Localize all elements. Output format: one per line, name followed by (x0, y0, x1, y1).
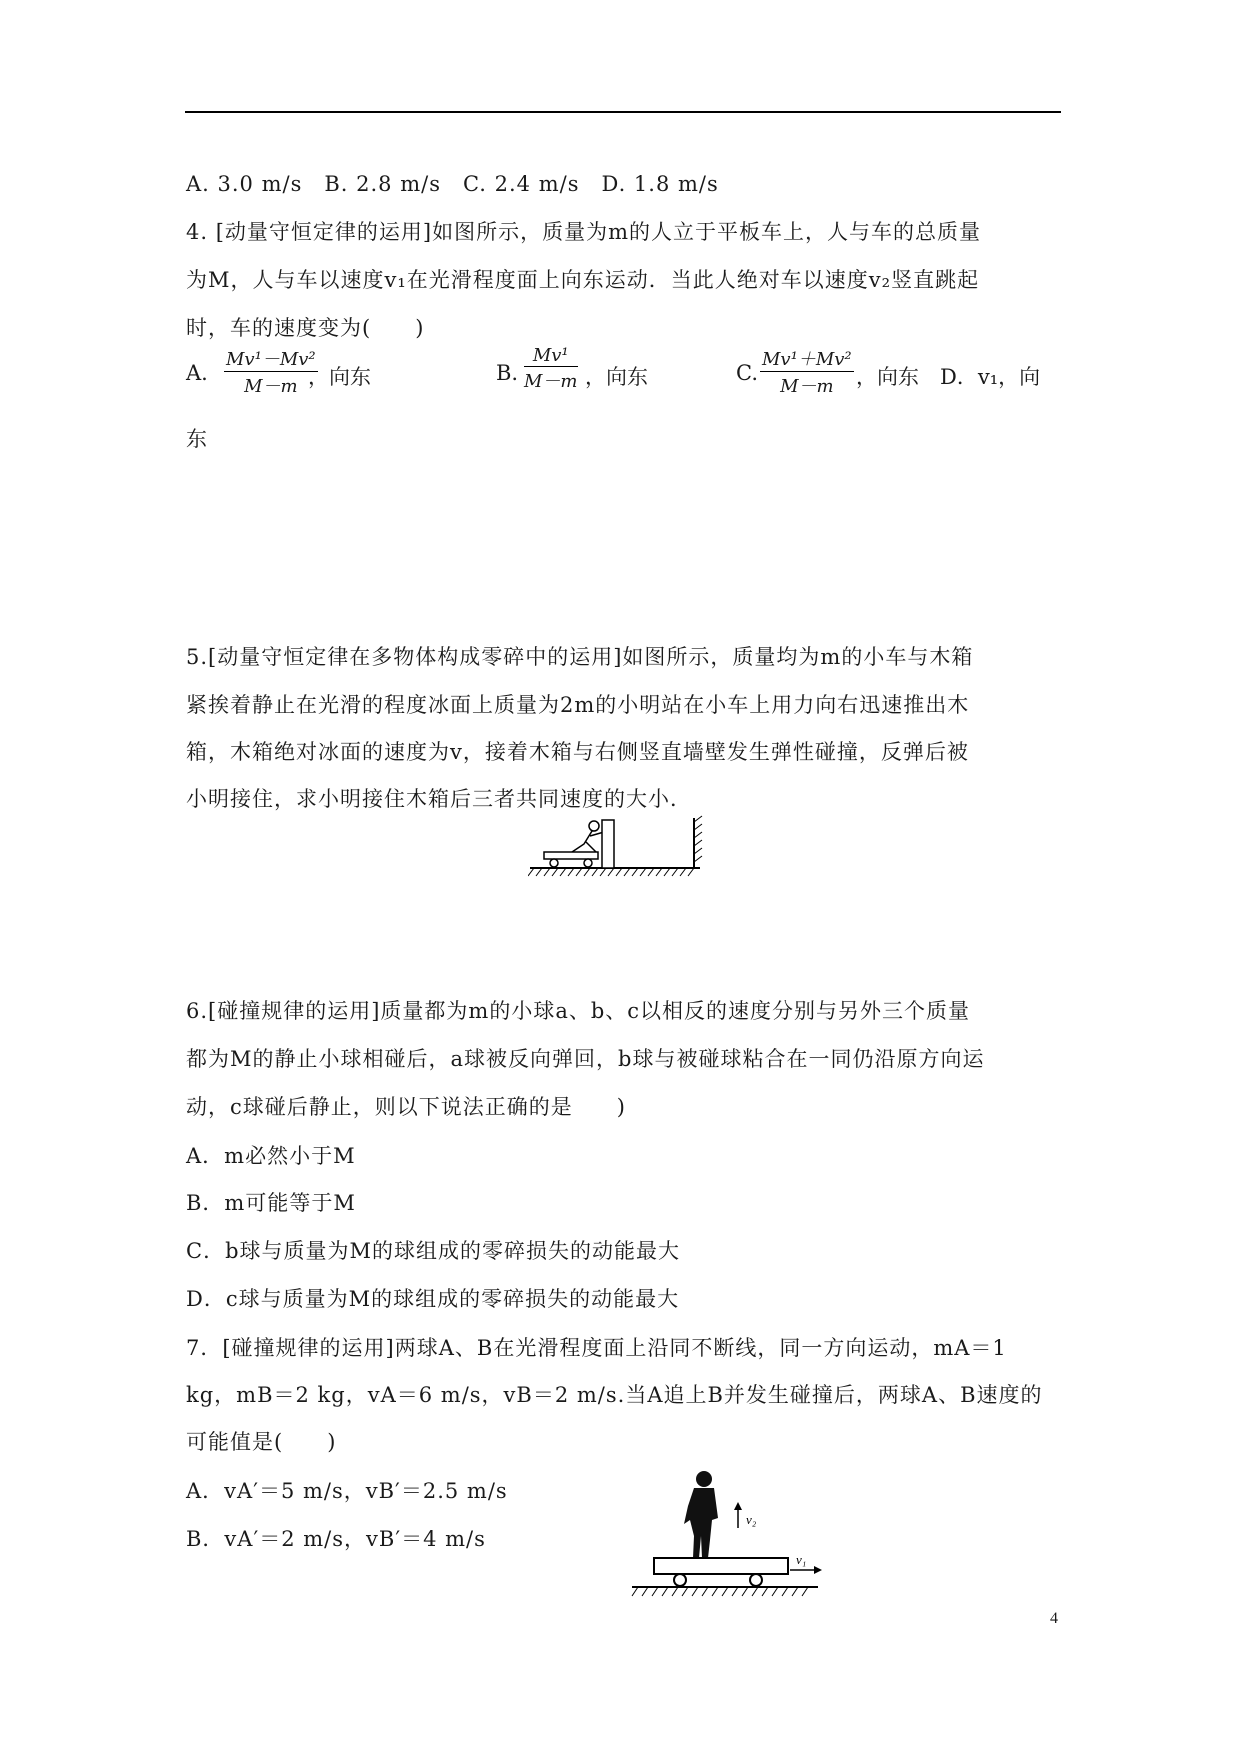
q4-option-a-direction: ，向东 (308, 365, 371, 389)
q6-option-b: B．m可能等于M (186, 1191, 356, 1215)
q4-option-b-direction: ，向东 (585, 365, 648, 389)
q6-line-3: 动，c球碰后静止，则以下说法正确的是 ) (186, 1095, 626, 1119)
q4-option-c-direction: ，向东 (856, 365, 919, 389)
q4-option-b-label: B. (496, 361, 519, 385)
q7-option-b: B．vA′＝2 m/s，vB′＝4 m/s (186, 1527, 486, 1551)
q6-line-1: 6.[碰撞规律的运用]质量都为m的小球a、b、c以相反的速度分别与另外三个质量 (186, 999, 971, 1023)
q4-option-a-label: A. (186, 361, 208, 385)
q4-option-a-fraction (224, 345, 318, 398)
v2-label: v₂ (746, 1512, 757, 1527)
q4-option-b-denominator: M－m (524, 371, 578, 392)
q5-line-2: 紧挨着静止在光滑的程度冰面上质量为2m的小明站在小车上用力向右迅速推出木 (186, 693, 970, 717)
q4-option-b-fraction (524, 345, 578, 393)
q3-options: A. 3.0 m/s B. 2.8 m/s C. 2.4 m/s D. 1.8 m/s (186, 172, 719, 196)
q7-line-2: kg，mB＝2 kg，vA＝6 m/s，vB＝2 m/s.当A追上B并发生碰撞后，两球A、B速度的 (186, 1383, 1043, 1407)
q7-line-3: 可能值是( ) (186, 1430, 337, 1454)
q4-option-a-numerator: Mv¹－Mv² (224, 345, 318, 372)
q4-line-2: 为M，人与车以速度v₁在光滑程度面上向东运动．当此人绝对车以速度v₂竖直跳起 (186, 268, 980, 292)
page-number: 4 (1050, 1610, 1058, 1627)
cart-figure (628, 1466, 824, 1606)
q4-option-c-label: C. (736, 361, 758, 385)
q4-line-3: 时，车的速度变为( ) (186, 316, 425, 340)
q4-option-c-numerator: Mv¹＋Mv² (760, 345, 854, 372)
q6-option-c: C．b球与质量为M的球组成的零碎损失的动能最大 (186, 1239, 681, 1263)
q4-option-a-denominator: M－m (244, 376, 298, 397)
q4-option-d-continued: 东 (186, 427, 208, 451)
q4-option-c-denominator: M－m (780, 376, 834, 397)
q5-line-3: 箱，木箱绝对冰面的速度为v，接着木箱与右侧竖直墙壁发生弹性碰撞，反弹后被 (186, 740, 969, 764)
q6-option-a: A．m必然小于M (186, 1144, 356, 1168)
q4-option-b-numerator: Mv¹ (524, 345, 578, 367)
q7-line-1: 7．[碰撞规律的运用]两球A、B在光滑程度面上沿同不断线，同一方向运动，mA＝1 (186, 1336, 1007, 1360)
q4-line-1: 4. [动量守恒定律的运用]如图所示，质量为m的人立于平板车上，人与车的总质量 (186, 220, 982, 244)
person-silhouette (684, 1471, 718, 1558)
q5-line-1: 5.[动量守恒定律在多物体构成零碎中的运用]如图所示，质量均为m的小车与木箱 (186, 645, 974, 669)
v1-label: v₁ (796, 1552, 807, 1567)
q6-line-2: 都为M的静止小球相碰后，a球被反向弹回，b球与被碰球粘合在一同仍沿原方向运 (186, 1047, 985, 1071)
q7-option-a: A．vA′＝5 m/s，vB′＝2.5 m/s (186, 1479, 508, 1503)
q5-line-4: 小明接住，求小明接住木箱后三者共同速度的大小． (186, 787, 692, 811)
q5-figure (528, 808, 704, 880)
q6-option-d: D．c球与质量为M的球组成的零碎损失的动能最大 (186, 1287, 680, 1311)
q4-option-c-fraction (760, 345, 854, 398)
header-rule (185, 111, 1061, 113)
q4-option-d: D．v₁，向 (940, 365, 1041, 389)
